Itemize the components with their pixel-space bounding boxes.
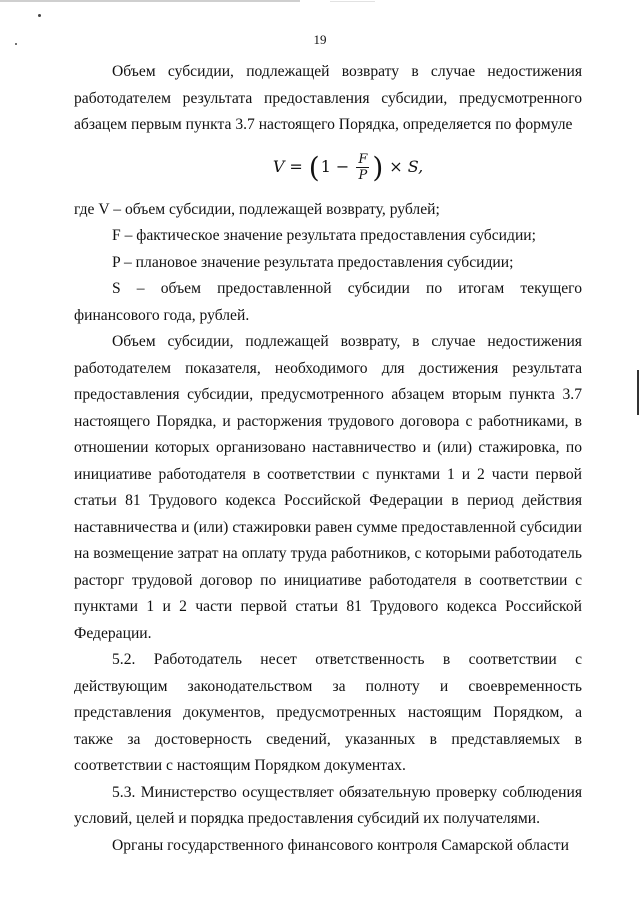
paragraph-5-3: 5.3. Министерство осуществляет обязательную проверку соблюдения условий, целей и порядка предоставления субсидий их получателями. — [74, 783, 582, 827]
formula-minus: − — [335, 157, 350, 177]
paragraph-contract-termination: Объем субсидии, подлежащей возврату, в случае недостижения работодателем показателя, необходимого для достижения результата предоставления субсидии, предусмотренного абзацем вторым пункта 3.7 настоящего Порядка, и расторжения трудового договора с работниками, в отношении которых организовано наставничество и (или) стажировка, по инициативе работодателя в соответствии с пунктами 1 и 2 части первой статьи 81 Трудового кодекса Российской Федерации в период действия наставничества и (или) стажировки равен сумме предоставленной субсидии на возмещение затрат на оплату труда работников, с которыми работодатель расторг трудовой договор по инициативе работодателя в соответствии с пунктами 1 и 2 части первой статьи 81 Трудового кодекса Российской Федерации. — [74, 333, 582, 642]
formula-close-paren: ) — [372, 150, 384, 184]
paragraph-5-2: 5.2. Работодатель несет ответственность в соответствии с действующим законодательством за полноту и своевременность представления документов, предусмотренных настоящим Порядком, а также за достоверность сведений, указанных в представляемых в соответствии с настоящим Порядком документах. — [74, 651, 582, 774]
formula-one: 1 — [320, 157, 331, 177]
page-number: 19 — [313, 32, 327, 47]
paragraph-subsidy-return-formula-intro: Объем субсидии, подлежащей возврату в случае недостижения работодателем результата предоставления субсидии, предусмотренного абзацем первым пункта 3.7 настоящего Порядка, определяется по формуле — [74, 63, 582, 133]
scan-speck — [38, 14, 41, 17]
definition-s: S – объем предоставленной субсидии по итогам текущего финансового года, рублей. — [74, 280, 582, 324]
paragraph-financial-control: Органы государственного финансового контроля Самарской области — [112, 836, 569, 854]
scan-artifact-top-short — [330, 1, 375, 2]
page-body — [74, 59, 582, 859]
formula-numerator: F — [358, 152, 368, 167]
definition-f: F – фактическое значение результата предоставления субсидии; — [112, 227, 536, 244]
definition-p: P – плановое значение результата предоставления субсидии; — [112, 253, 514, 271]
formula-times: × — [389, 157, 403, 177]
scan-artifact-top — [0, 0, 300, 2]
formula-rhs: S, — [407, 157, 424, 177]
formula-lhs: V — [272, 157, 285, 177]
formula-equals: = — [289, 157, 303, 177]
scan-edge-mark — [637, 370, 639, 415]
formula-denominator: P — [358, 168, 368, 183]
definition-v: где V – объем субсидии, подлежащей возврату, рублей; — [74, 200, 440, 218]
formula-fraction — [356, 152, 369, 183]
return-formula — [74, 139, 582, 197]
formula-open-paren: ( — [308, 150, 320, 184]
